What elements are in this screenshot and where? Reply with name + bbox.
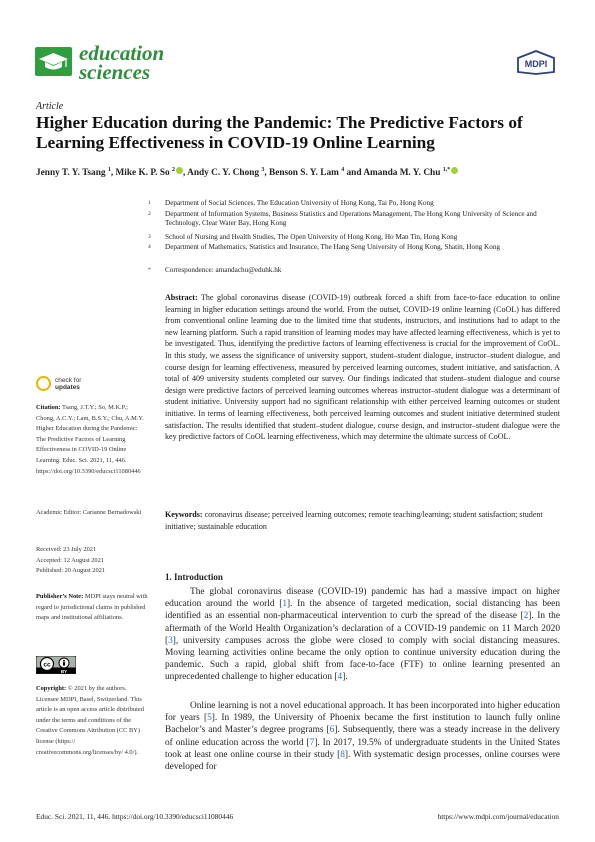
received-date: Received: 23 July 2021 (36, 546, 97, 553)
affiliation-number: 2 (148, 211, 151, 217)
copyright-text: © 2021 by the authors. Licensee MDPI, Basel, Switzerland. This article is an open access article distributed under the terms and conditions of the Creative Commons Attribution (CC BY) license (https:// creativecommons.org/licenses/by/ 4.0/). (36, 685, 144, 756)
abstract (165, 292, 560, 443)
author-affil-sup: 3 (261, 167, 265, 173)
author-affil-sup: 4 (341, 167, 345, 173)
affiliation-text: Department of Social Sciences, The Education University of Hong Kong, Tai Po, Hong Kong (165, 199, 434, 207)
check-updates-line1: check for (55, 377, 82, 384)
section-heading: 1. Introduction (165, 572, 223, 582)
check-updates-icon (36, 376, 51, 391)
svg-text:cc: cc (43, 661, 51, 669)
correspondence-text[interactable]: Correspondence: amandachu@eduhk.hk (165, 266, 282, 274)
journal-name (79, 41, 165, 84)
citation-link[interactable]: 4 (337, 672, 343, 683)
citation-label: Citation: (36, 404, 61, 411)
author-name: Amanda M. Y. Chu (363, 168, 441, 179)
paper-title: Higher Education during the Pandemic: The Predictive Factors of Learning Effectiveness in COVID-19 Online Learning (36, 113, 523, 152)
affiliation (148, 210, 560, 228)
author-affil-sup: 2 (171, 167, 175, 173)
cc-by-license-icon[interactable] (36, 656, 76, 674)
affiliation-text: School of Nursing and Health Studies, The Open University of Hong Kong, Ho Man Tin, Hong Kong (165, 233, 458, 241)
affiliation (148, 243, 560, 252)
accepted-date: Accepted: 12 August 2021 (36, 556, 104, 564)
journal-name-line2: sciences (79, 60, 151, 84)
citation-link[interactable]: 8 (340, 749, 345, 760)
body-paragraph: The global coronavirus disease (COVID-19) pandemic has had a massive impact on higher education around the world [1]. In the absence of targeted medication, social distancing has been identified as an essential non-pharmaceutical intervention to curb the spread of the disease [2]. In the aftermath of the World Health Organization’s declaration of a COVID-19 pandemic on 11 March 2020 [3], university campuses across the globe were closed to comply with social distancing measures. Moving learning activities online became the only option to continue university education during the pandemic. Such a rapid, global shift from face-to-face (FTF) to online learning presented an unprecedented challenge to higher education [4]. (165, 587, 561, 683)
mdpi-logo-text: MDPI (524, 59, 548, 69)
author-name: Mike K. P. So (115, 168, 170, 179)
affiliation-number: * (148, 267, 151, 273)
publisher-note-text: MDPI stays neutral with regard to jurisdictional claims in published maps and institutional affiliations. (36, 593, 148, 622)
keywords (165, 509, 560, 532)
academic-editor: Academic Editor: Carianne Bernadowski (36, 509, 142, 516)
affiliation-number: 1 (148, 200, 151, 206)
affiliation-number: 4 (148, 244, 151, 250)
citation-text: Tsang, J.T.Y.; So, M.K.P.; Chong, A.C.Y.; Lam, B.S.Y.; Chu, A.M.Y. Higher Education during the Pandemic: The Predictive Factors of Learning Effectiveness in COVID-19 Online Learning. Educ. Sci. 2021, 11, 446. https://doi.org/10.3390/educsci11080446 (36, 404, 144, 475)
keywords-text: coronavirus disease; perceived learning outcomes; remote teaching/learning; student satisfaction; student initiative; sustainable education (165, 510, 543, 531)
author-affil-sup: 1 (107, 167, 111, 173)
svg-text:BY: BY (60, 669, 68, 674)
affiliation (148, 233, 560, 242)
footer-citation: Educ. Sci. 2021, 11, 446. https://doi.org/10.3390/educsci11080446 (36, 812, 234, 821)
citation-link[interactable]: 1 (282, 599, 288, 610)
journal-logo-icon (35, 47, 72, 76)
mdpi-logo-icon (516, 50, 556, 75)
check-updates-line2: updates (55, 384, 80, 391)
publisher-note-label: Publisher’s Note: (36, 593, 84, 600)
affiliation-number: 3 (148, 234, 151, 240)
affiliation (148, 199, 560, 208)
citation-link[interactable]: 7 (309, 737, 315, 748)
abstract-label: Abstract: (165, 293, 198, 302)
affiliation-text: Department of Mathematics, Statistics and Insurance, The Hang Seng University of Hong Kong, Shatin, Hong Kong (165, 243, 501, 251)
citation-link[interactable]: 6 (329, 725, 335, 736)
footer-journal-url[interactable]: https://www.mdpi.com/journal/education (437, 812, 559, 821)
orcid-icon[interactable] (451, 167, 458, 174)
citation-link[interactable]: 2 (523, 611, 529, 622)
affiliation (148, 266, 560, 275)
author-name: Jenny T. Y. Tsang (36, 168, 106, 179)
dates-block (36, 545, 148, 577)
citation-link[interactable]: 5 (207, 713, 212, 724)
published-date: Published: 20 August 2021 (36, 567, 106, 575)
author-name: Benson S. Y. Lam (269, 168, 339, 179)
orcid-icon[interactable] (176, 167, 183, 174)
copyright-block (36, 684, 148, 758)
article-type: Article (36, 101, 64, 112)
body-paragraph: Online learning is not a novel educational approach. It has been incorporated into higher education for years [5]. In 1989, the University of Phoenix became the first institution to launch fully online Bachelor’s and Master’s degree programs [6]. Subsequently, there was a steady increase in the delivery of online education across the world [7]. In 2017, 19.5% of undergraduate students in the United States took at least one online course in their study [8]. With systematic design processes, online courses were developed for (165, 701, 560, 773)
publisher-note (36, 592, 148, 624)
abstract-text: The global coronavirus disease (COVID-19) outbreak forced a shift from face-to-face education to online learning in higher education settings around the world. From the outset, COVID-19 online learning (CoOL) has differed from conventional online learning due to the limited time that students, instructors, and institutions had to adapt to the new learning platform. Such a rapid transition of learning modes may have affected learning effectiveness, which is yet to be investigated. Thus, identifying the predictive factors of learning effectiveness is crucial for the improvement of CoOL. In this study, we assess the significance of university support, student–student dialogue, instructor–student dialogue, and course design for learning effectiveness, measured by perceived learning outcomes, student initiative, and satisfaction. A total of 409 university students completed our survey. Our findings indicated that student–student dialogue and course design were predictive factors of perceived learning outcomes whereas instructor–student dialogue was a determinant of student initiative. University support had no significant relationship with either perceived learning outcomes or student initiative. In terms of learning effectiveness, both perceived learning outcomes and student initiative determined student satisfaction. The results identified that student–student dialogue, course design, and instructor–student dialogue were the key predictive factors of CoOL learning effectiveness, which may determine the ultimate success of CoOL. (165, 293, 560, 442)
copyright-label: Copyright: (36, 685, 67, 692)
citation-block (36, 403, 148, 477)
author-affil-sup: 1,* (442, 167, 451, 173)
citation-link[interactable]: 3 (168, 635, 173, 646)
journal-name-line1: education (79, 41, 165, 65)
keywords-label: Keywords: (165, 510, 203, 519)
author-list: Jenny T. Y. Tsang $^1$, Mike K. P. So $^2$ , Andy C. Y. Chong $^3$, Benson S. Y. Lam $^4$ and Amanda M. Y. Chu $^{1,*}$ (36, 167, 576, 178)
author-name: Andy C. Y. Chong (187, 168, 260, 179)
affiliation-text: Department of Information Systems, Business Statistics and Operations Management, The Hong Kong University of Science and Technology, Clear Water Bay, Hong Kong (165, 210, 537, 227)
